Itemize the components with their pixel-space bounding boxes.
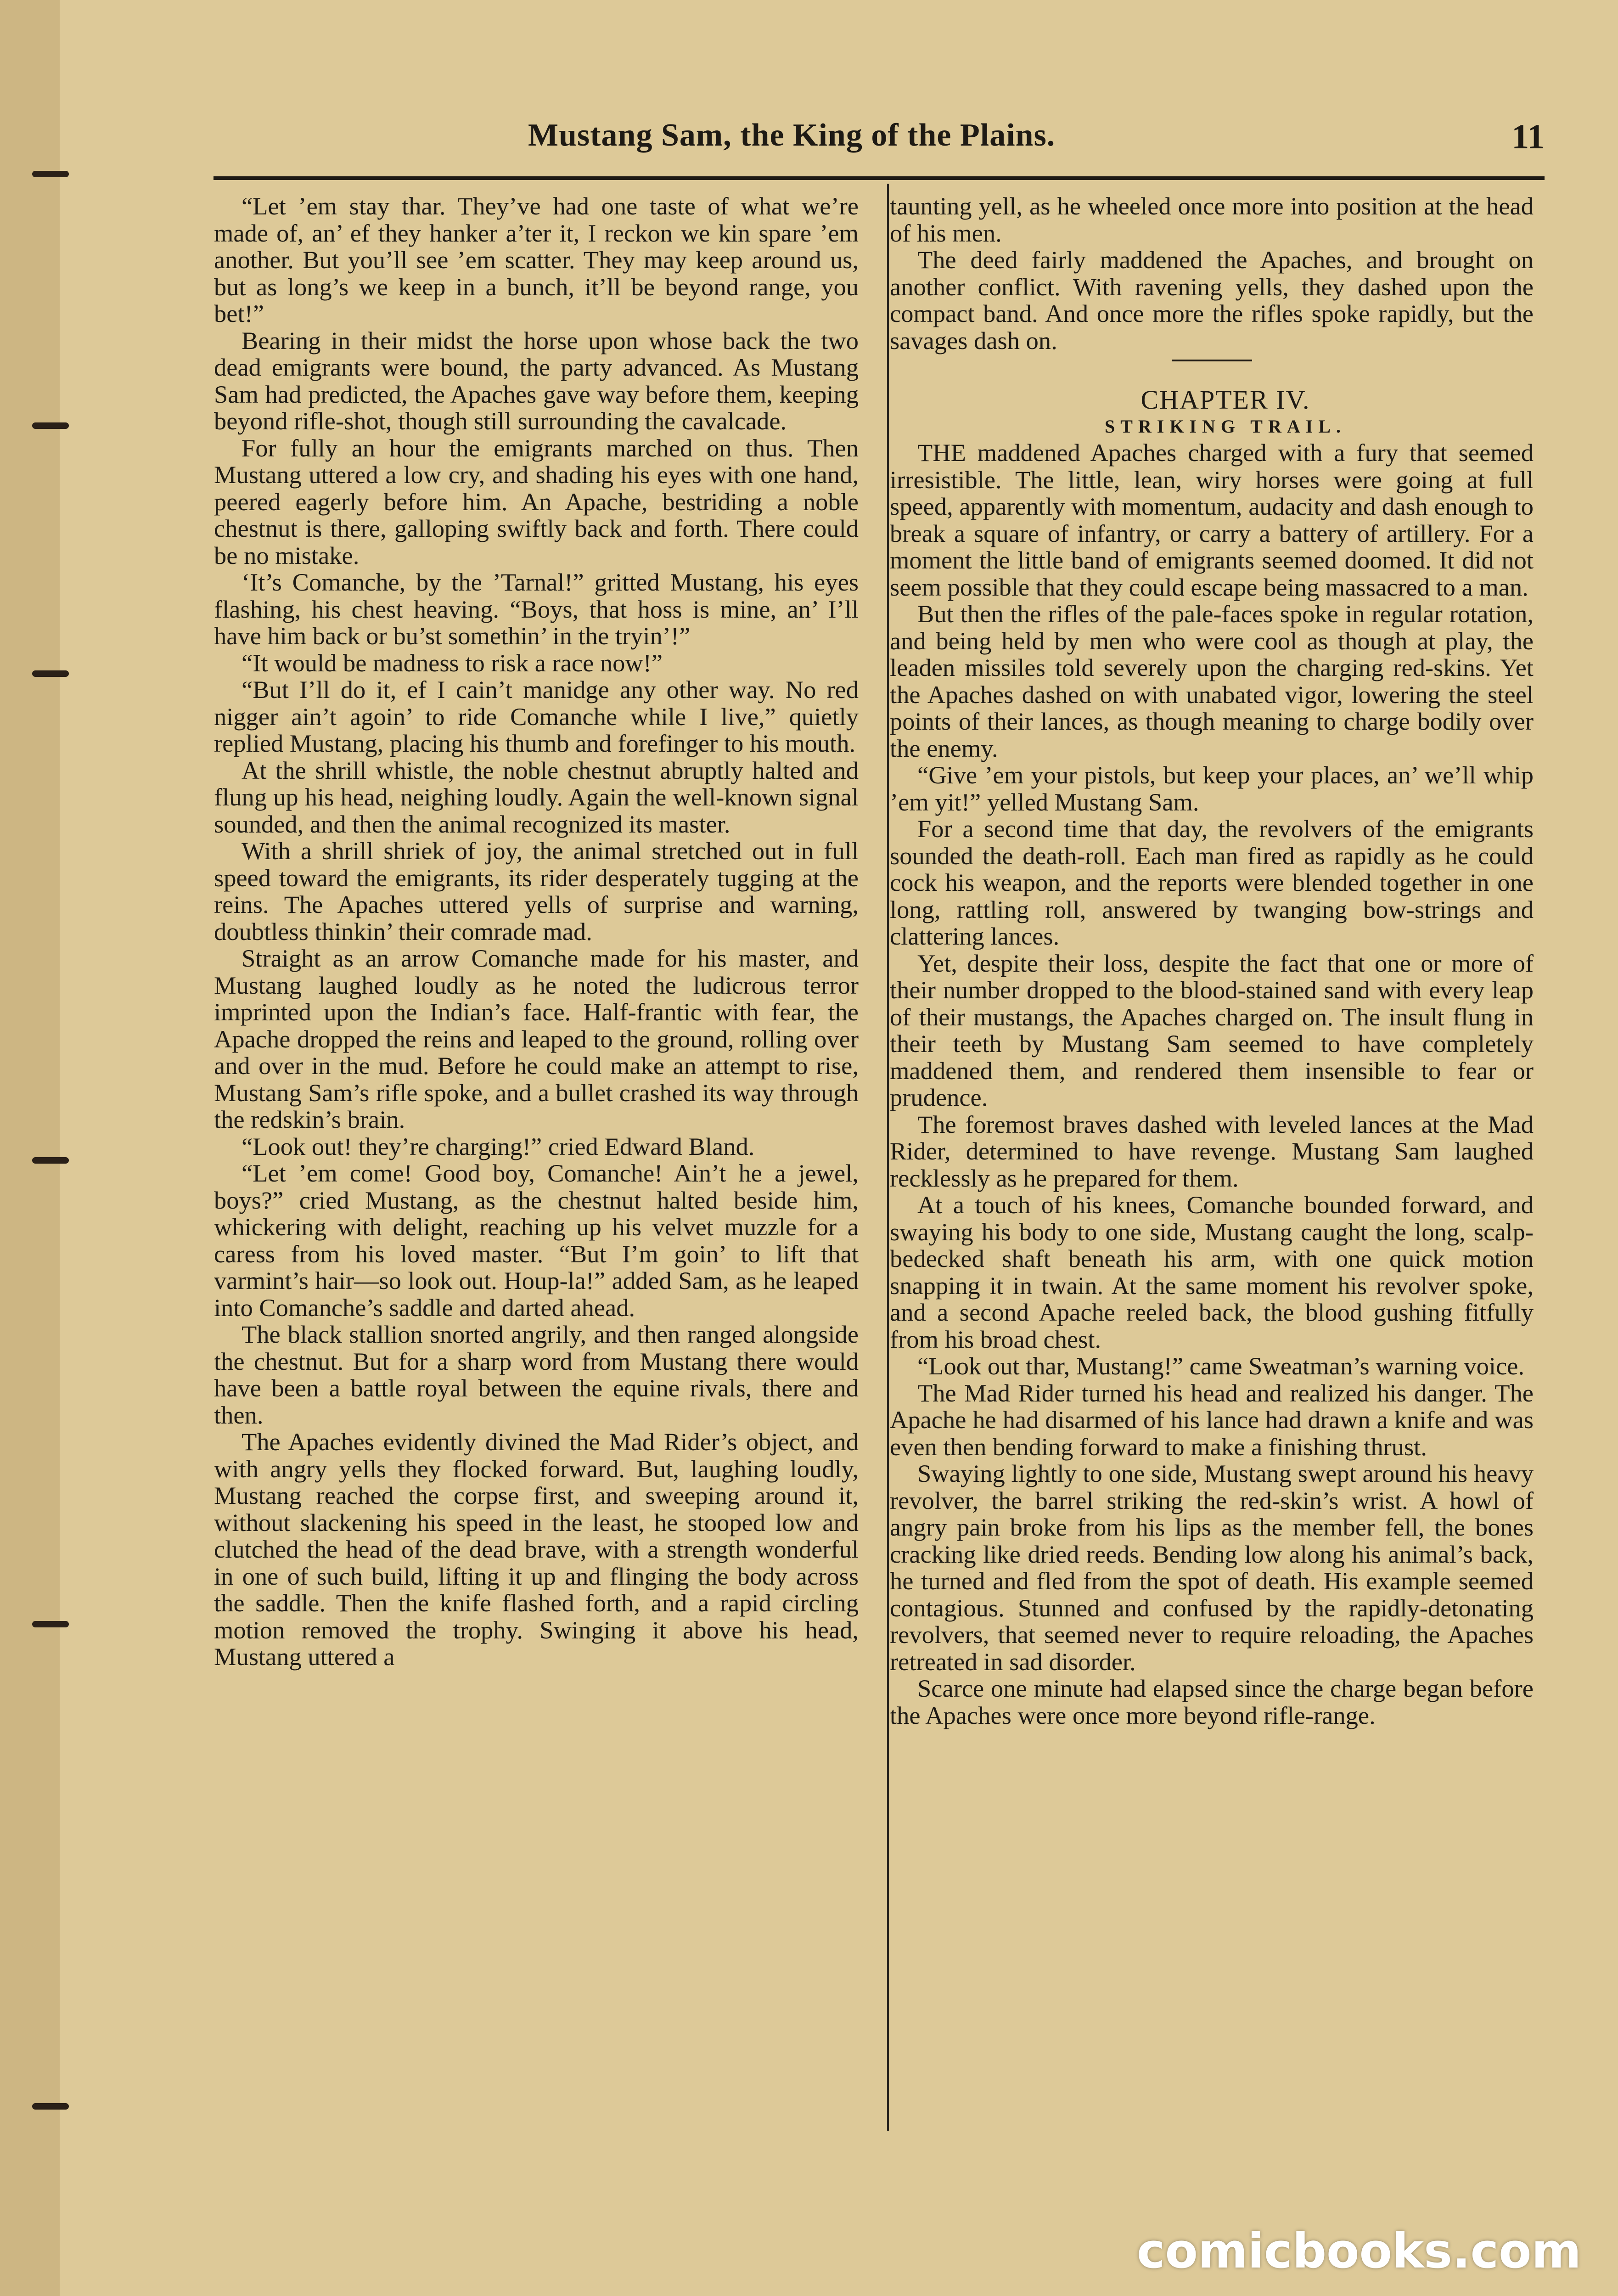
paragraph: For fully an hour the emigrants marched on thus. Then Mustang uttered a low cry, and shading his eyes with one hand, peered eagerly before him. An Apache, bestriding a noble chestnut is there, galloping swiftly back and forth. There could be no mistake. <box>214 433 859 569</box>
binding-stitch <box>32 1157 69 1164</box>
paragraph: Yet, despite their loss, despite the fact that one or more of their number dropped to the blood-stained sand with every leap of their mustangs, the Apaches charged on. The insult flung in their teeth by Mustang Sam seemed to have completely maddened them, and rendered them insensible to fear or prudence. <box>890 949 1534 1111</box>
binding-stitch <box>32 670 69 677</box>
paragraph: At the shrill whistle, the noble chestnut abruptly halted and flung up his head, neighing loudly. Again the well-known signal sounded, and then the animal recognized its master. <box>214 756 859 838</box>
paragraph: THE maddened Apaches charged with a fury that seemed irresistible. The little, lean, wiry horses were going at full speed, apparently with momentum, audacity and dash enough to break a square of infantry, or carry a battery of artillery. For a moment the little band of emigrants seemed doomed. It did not seem possible that they could escape being massacred to a man. <box>890 439 1534 601</box>
paragraph: Swaying lightly to one side, Mustang swept around his heavy revolver, the barrel striking the red-skin’s wrist. A howl of angry pain broke from his lips as the member fell, the bones cracking like dried reeds. Bending low along his animal’s back, he turned and fled from the spot of death. His example seemed contagious. Stunned and confused by the rapidly-detonating revolvers, that seemed never to require reloading, the Apaches retreated in sad disorder. <box>890 1459 1534 1676</box>
section-divider <box>1172 360 1252 361</box>
binding-stitch <box>32 422 69 429</box>
paragraph: taunting yell, as he wheeled once more into position at the head of his men. <box>890 193 1534 247</box>
paragraph: “Give ’em your pistols, but keep your places, an’ we’ll whip ’em yit!” yelled Mustang Sam. <box>890 761 1534 816</box>
paragraph: “But I’ll do it, ef I cain’t manidge any other way. No red nigger ain’t agoin’ to ride Comanche while I live,” quietly replied Mustang, placing his thumb and forefinger to his mouth. <box>214 675 859 757</box>
paragraph: With a shrill shriek of joy, the animal stretched out in full speed toward the emigrants, its rider desperately tugging at the reins. The Apaches uttered yells of surprise and warning, doubtless thinkin’ their comrade mad. <box>214 837 859 945</box>
paragraph: But then the rifles of the pale-faces spoke in regular rotation, and being held by men who were cool as though at play, the leaden missiles told severely upon the charging red-skins. Yet the Apaches dashed on with unabated vigor, lowering the steel points of their lances, as though meaning to charge bodily over the enemy. <box>890 600 1534 762</box>
binding-stitch <box>32 1621 69 1627</box>
column-separator <box>887 184 889 2131</box>
left-column <box>214 193 859 2135</box>
paragraph: At a touch of his knees, Comanche bounded forward, and swaying his body to one side, Mustang caught the long, scalp-bedecked shaft beneath his arm, with one quick motion snapping it in twain. At the same moment his revolver spoke, and a second Apache reeled back, the blood gushing fitfully from his broad chest. <box>890 1191 1534 1353</box>
paragraph: Straight as an arrow Comanche made for his master, and Mustang laughed loudly as he noted the ludicrous terror imprinted upon the Indian’s face. Half-frantic with fear, the Apache dropped the reins and leaped to the ground, rolling over and over in the mud. Before he could make an attempt to rise, Mustang Sam’s rifle spoke, and a bullet crashed its way through the redskin’s brain. <box>214 944 859 1133</box>
paragraph: The deed fairly maddened the Apaches, and brought on another conflict. With ravening yells, they dashed upon the compact band. And once more the rifles spoke rapidly, but the savages dash on. <box>890 246 1534 355</box>
running-title: Mustang Sam, the King of the Plains. <box>528 118 1056 153</box>
paragraph: For a second time that day, the revolvers of the emigrants sounded the death-roll. Each man fired as rapidly as he could cock his weapon, and the reports were blended together in one long, rattling roll, answered by twanging bow-strings and clattering lances. <box>890 815 1534 950</box>
watermark: comicbooks.com <box>1136 2223 1581 2279</box>
running-header <box>216 117 1545 168</box>
paragraph: The Mad Rider turned his head and realized his danger. The Apache he had disarmed of his lance had drawn a knife and was even then bending forward to make a finishing thrust. <box>890 1379 1534 1461</box>
paragraph: “It would be madness to risk a race now!” <box>242 648 663 677</box>
binding-gutter <box>0 0 60 2296</box>
binding-stitch <box>32 171 69 177</box>
page-number: 11 <box>1511 118 1545 156</box>
paragraph: “Let ’em stay thar. They’ve had one taste of what we’re made of, an’ ef they hanker a’ter it, I reckon we kin spare ’em another. But you’ll see ’em scatter. They may keep around us, but as long’s we keep in a bunch, it’ll be beyond range, you bet!” <box>214 193 859 327</box>
paragraph: The foremost braves dashed with leveled lances at the Mad Rider, determined to have revenge. Mustang Sam laughed recklessly as he prepared for them. <box>890 1110 1534 1192</box>
paragraph: ‘It’s Comanche, by the ’Tarnal!” gritted Mustang, his eyes flashing, his chest heaving. “Boys, that hoss is mine, an’ I’ll have him back or bu’st somethin’ in the tryin’!” <box>214 568 859 650</box>
paragraph: “Look out! they’re charging!” cried Edward Bland. <box>242 1132 755 1160</box>
paragraph: “Look out thar, Mustang!” came Sweatman’s warning voice. <box>917 1352 1525 1380</box>
chapter-heading: CHAPTER IV. <box>1140 385 1310 415</box>
paragraph: The Apaches evidently divined the Mad Rider’s object, and with angry yells they flocked forward. But, laughing loudly, Mustang reached the corpse first, and sweeping around it, without slackening his speed in the least, he stooped low and clutched the head of the dead brave, with a strength wonderful in one of such build, lifting it up and flinging the body across the saddle. Then the knife flashed forth, and a rapid circling motion removed the trophy. Swinging it above his head, Mustang uttered a <box>214 1428 859 1671</box>
binding-stitch <box>32 2103 69 2110</box>
paragraph: Bearing in their midst the horse upon whose back the two dead emigrants were bound, the party advanced. As Mustang Sam had predicted, the Apaches gave way before them, keeping beyond rifle-shot, though still surrounding the cavalcade. <box>214 326 859 435</box>
paragraph: The black stallion snorted angrily, and then ranged alongside the chestnut. But for a sharp word from Mustang there would have been a battle royal between the equine rivals, there and then. <box>214 1320 859 1429</box>
paragraph: “Let ’em come! Good boy, Comanche! Ain’t he a jewel, boys?” cried Mustang, as the chestnut halted beside him, whickering with delight, reaching up his velvet muzzle for a caress from his loved master. “But I’m goin’ to lift that varmint’s hair—so look out. Houp-la!” added Sam, as he leaped into Comanche’s saddle and darted ahead. <box>214 1159 859 1322</box>
chapter-title: STRIKING TRAIL. <box>1104 416 1347 437</box>
header-rule <box>213 176 1545 180</box>
paragraph: Scarce one minute had elapsed since the charge began before the Apaches were once more beyond rifle-range. <box>890 1674 1534 1729</box>
right-column <box>890 193 1534 2135</box>
